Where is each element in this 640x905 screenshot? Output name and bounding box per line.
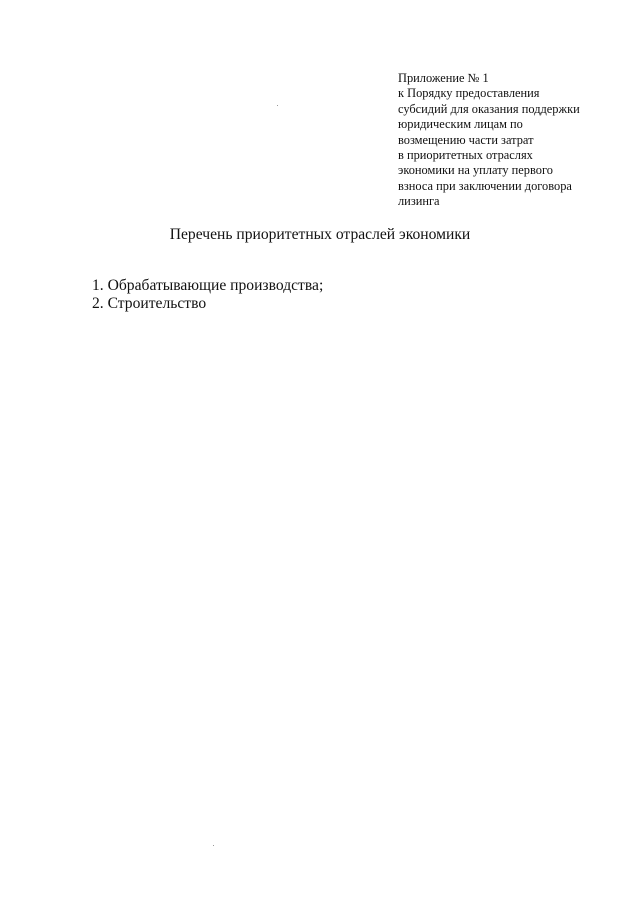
scan-speck <box>213 845 214 846</box>
industries-list <box>92 277 323 313</box>
appendix-line: субсидий для оказания поддержки <box>398 101 580 116</box>
list-item: 1. Обрабатывающие производства; <box>92 277 324 294</box>
document-title: Перечень приоритетных отраслей экономики <box>169 226 471 243</box>
appendix-line: юридическим лицам по <box>398 117 523 132</box>
scan-speck <box>277 105 278 106</box>
appendix-line: лизинга <box>398 194 440 209</box>
appendix-line: Приложение № 1 <box>398 71 489 85</box>
appendix-line: к Порядку предоставления <box>398 86 540 101</box>
appendix-header <box>398 71 623 210</box>
appendix-line: экономики на уплату первого <box>398 163 553 178</box>
appendix-line: взноса при заключении договора <box>398 178 572 193</box>
list-item: 2. Строительство <box>92 295 207 312</box>
appendix-line: возмещению части затрат <box>398 132 534 147</box>
appendix-line: в приоритетных отраслях <box>398 148 533 163</box>
